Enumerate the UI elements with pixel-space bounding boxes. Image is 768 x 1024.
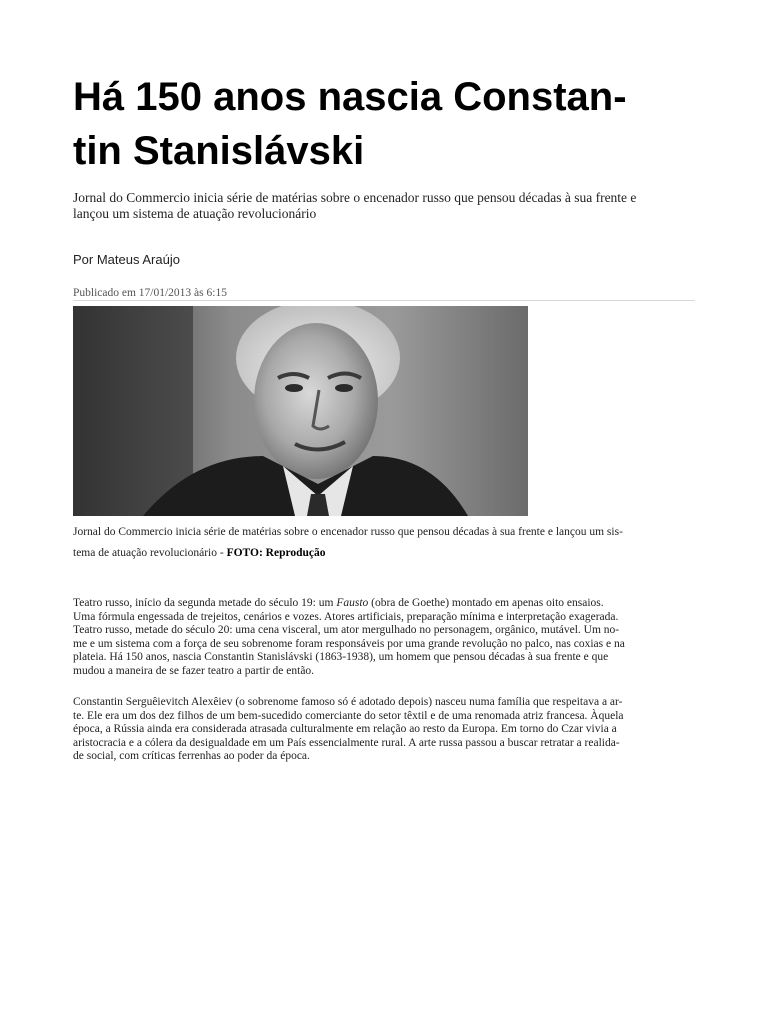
paragraph-line: Constantin Serguêievitch Alexêiev (o sobrenome famoso só é adotado depois) nasceu numa família que respeitava a ar- <box>73 696 623 708</box>
caption-text: tema de atuação revolucionário - <box>73 547 227 559</box>
paragraph-line: plateia. Há 150 anos, nascia Constantin Stanislávski (1863-1938), um homem que pensou décadas à sua frente e que <box>73 651 609 664</box>
subtitle-line: lançou um sistema de atuação revolucionário <box>73 206 317 221</box>
paragraph-text: Teatro russo, início da segunda metade do século 19: um <box>73 597 337 609</box>
paragraph-line: mudou a maneira de se fazer teatro a partir de então. <box>73 664 315 677</box>
subtitle-line: Jornal do Commercio inicia série de matérias sobre o encenador russo que pensou décadas à sua frente e <box>73 190 637 205</box>
caption-line <box>73 543 695 564</box>
paragraph-line: me e um sistema com a força de seu sobrenome foram responsáveis por uma grande revolução no palco, nas coxias e na <box>73 637 625 650</box>
paragraph-line: te. Ele era um dos dez filhos de um bem-sucedido comerciante do setor têxtil e de uma renomada atriz francesa. Àquela <box>73 709 624 722</box>
paragraph-text: (obra de Goethe) montado em apenas oito ensaios. <box>368 597 604 609</box>
article-subtitle <box>73 190 693 222</box>
article-headline <box>73 70 693 178</box>
portrait-photo <box>73 306 528 516</box>
paragraph-line: aristocracia e a cólera da desigualdade em um País essencialmente rural. A arte russa passou a buscar retratar a realida- <box>73 736 620 749</box>
paragraph-line: Uma fórmula engessada de trejeitos, cenários e vozes. Atores artificiais, preparação mínima e interpretação exagerada. <box>73 610 619 623</box>
work-title: Fausto <box>336 597 369 609</box>
photo-caption <box>73 522 695 564</box>
paragraph-line <box>73 597 695 611</box>
divider <box>73 300 695 301</box>
publish-date: Publicado em 17/01/2013 às 6:15 <box>73 287 227 299</box>
article-paragraph <box>73 597 695 679</box>
photo-credit: FOTO: Reprodução <box>226 547 326 559</box>
article-paragraph <box>73 696 695 764</box>
portrait-illustration <box>73 306 528 516</box>
paragraph-line: época, a Rússia ainda era considerada atrasada culturalmente em relação ao resto da Europa. Em torno do Czar vivia a <box>73 723 617 736</box>
paragraph-line: de social, com críticas ferrenhas ao poder da época. <box>73 750 310 763</box>
paragraph-line: Teatro russo, metade do século 20: uma cena visceral, um ator mergulhado no personagem, orgânico, mutável. Um no- <box>73 624 620 637</box>
caption-line: Jornal do Commercio inicia série de matérias sobre o encenador russo que pensou décadas à sua frente e lançou um sis- <box>73 526 623 538</box>
headline-line: Há 150 anos nascia Constan- <box>73 75 627 119</box>
headline-line: tin Stanislávski <box>73 129 365 173</box>
author-byline: Por Mateus Araújo <box>73 252 180 267</box>
